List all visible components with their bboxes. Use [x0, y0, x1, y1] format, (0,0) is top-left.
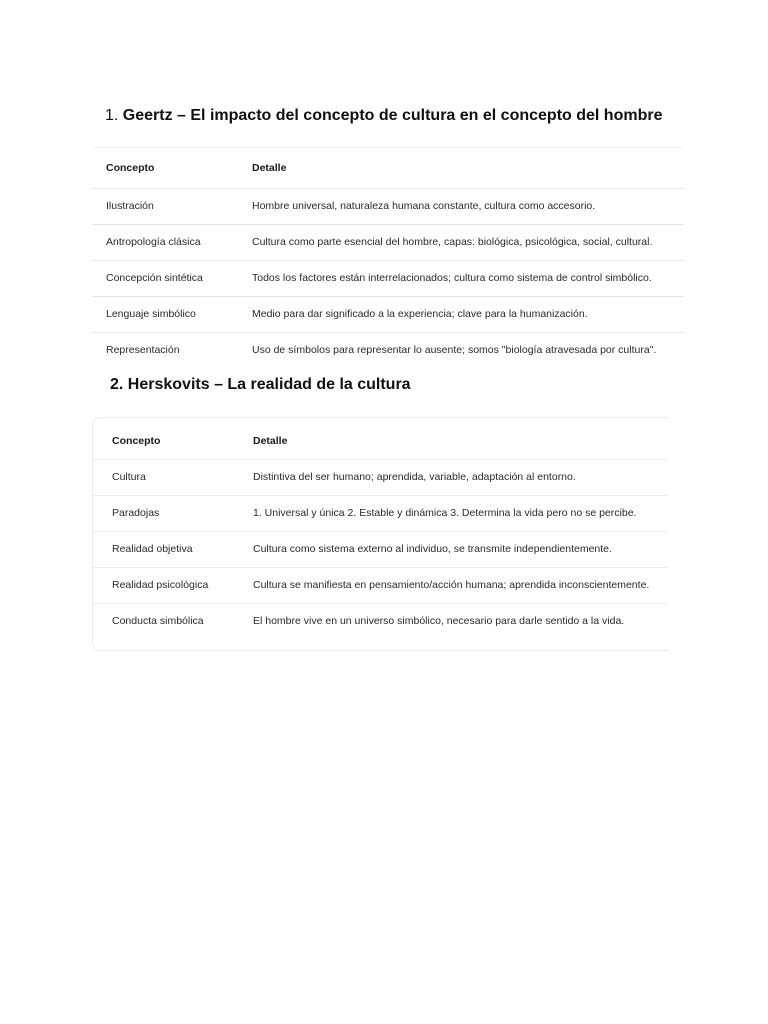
table-row [93, 459, 668, 495]
section-1-title: Geertz – El impacto del concepto de cultura en el concepto del hombre [122, 107, 663, 124]
table-row [93, 224, 683, 260]
cell-detalle: Hombre universal, naturaleza humana constante, cultura como accesorio. [252, 200, 596, 212]
table-row [93, 188, 683, 224]
cell-concepto: Representación [106, 344, 180, 357]
column-header-concepto: Concepto [112, 434, 161, 447]
cell-detalle: Cultura como parte esencial del hombre, capas: biológica, psicológica, social, cultural. [252, 236, 653, 248]
table-row [93, 260, 683, 296]
table-header-row [93, 423, 668, 459]
column-header-concepto: Concepto [106, 161, 155, 174]
cell-detalle: Todos los factores están interrelacionados; cultura como sistema de control simbólico. [252, 272, 652, 284]
table-row [93, 296, 683, 332]
section-2-number: 2. [110, 376, 124, 393]
section-2-heading [110, 376, 411, 394]
table-row [93, 531, 668, 567]
cell-detalle: 1. Universal y única 2. Estable y dinámica 3. Determina la vida pero no se percibe. [253, 507, 637, 519]
section-2-title: Herskovits – La realidad de la cultura [127, 376, 411, 393]
cell-concepto: Concepción sintética [106, 272, 203, 284]
table-row [93, 495, 668, 531]
cell-detalle: Cultura se manifiesta en pensamiento/acción humana; aprendida inconscientemente. [253, 579, 650, 591]
section-2-table [93, 423, 668, 639]
cell-detalle: Distintiva del ser humano; aprendida, variable, adaptación al entorno. [253, 471, 576, 483]
cell-concepto: Cultura [112, 471, 146, 483]
cell-concepto: Realidad objetiva [112, 543, 193, 555]
column-header-detalle: Detalle [252, 161, 287, 174]
cell-concepto: Ilustración [106, 200, 154, 212]
cell-concepto: Antropología clásica [106, 236, 201, 248]
cell-detalle: Uso de símbolos para representar lo ausente; somos "biología atravesada por cultura". [252, 344, 657, 357]
table-row [93, 332, 683, 368]
section-1-number: 1. [105, 107, 119, 124]
table-row [93, 603, 668, 639]
section-1-heading [105, 107, 662, 125]
cell-concepto: Conducta simbólica [112, 615, 204, 628]
cell-detalle: Cultura como sistema externo al individuo, se transmite independientemente. [253, 543, 612, 555]
cell-detalle: Medio para dar significado a la experiencia; clave para la humanización. [252, 308, 588, 320]
column-header-detalle: Detalle [253, 434, 288, 447]
cell-concepto: Lenguaje simbólico [106, 308, 196, 320]
section-1-table-container [93, 147, 683, 370]
table-header-row [93, 148, 683, 188]
section-1-table [93, 148, 683, 368]
section-2-table-container [92, 417, 668, 651]
cell-concepto: Paradojas [112, 507, 160, 519]
cell-detalle: El hombre vive en un universo simbólico, necesario para darle sentido a la vida. [253, 615, 625, 628]
table-row [93, 567, 668, 603]
cell-concepto: Realidad psicológica [112, 579, 209, 591]
